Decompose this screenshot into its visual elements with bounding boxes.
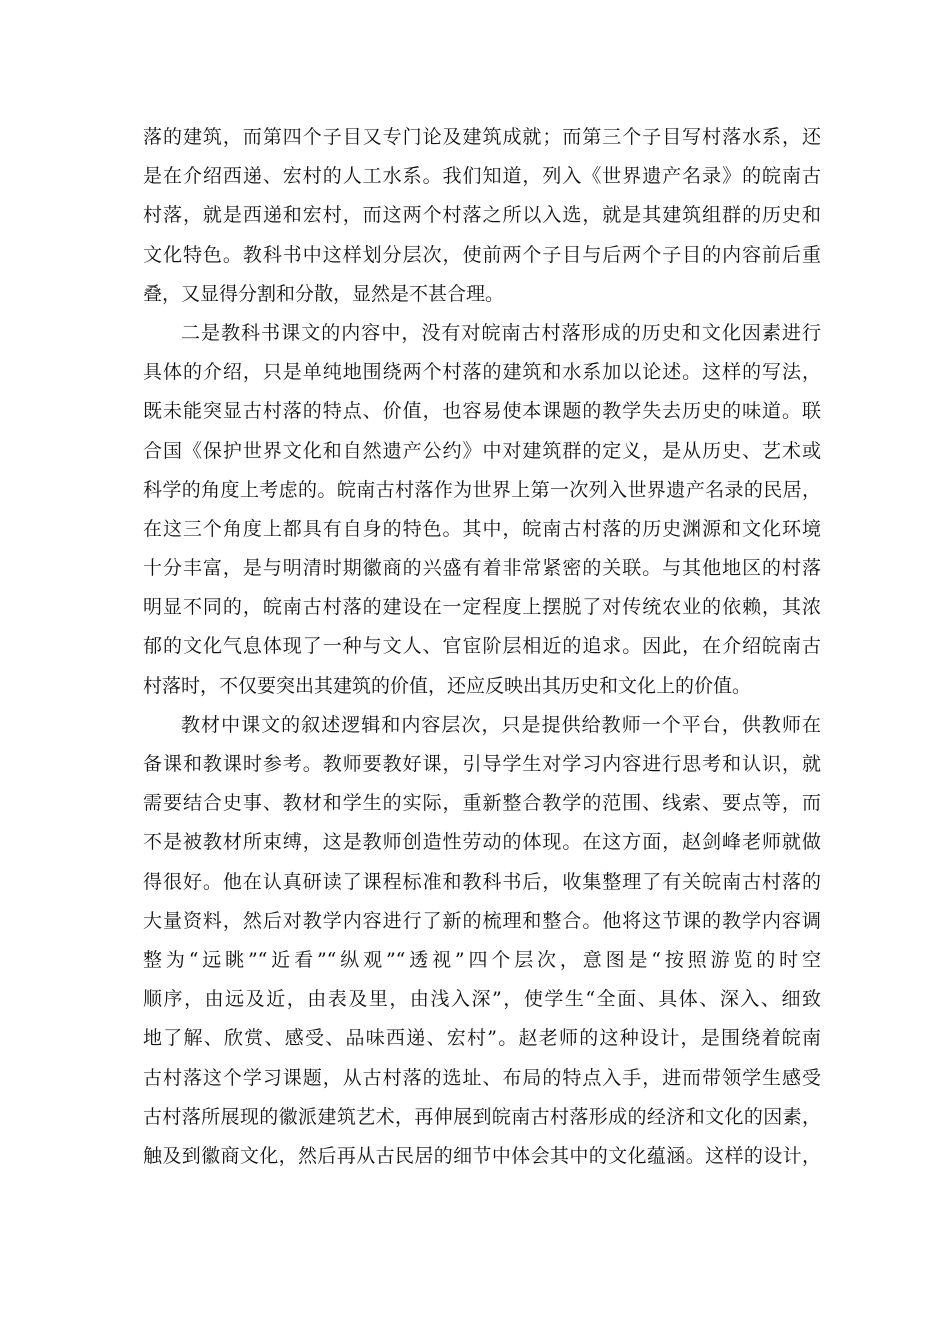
text-line: 十分丰富，是与明清时期徽商的兴盛有着非常紧密的关联。与其他地区的村落 bbox=[143, 557, 821, 580]
text-line: 在这三个角度上都具有自身的特色。其中，皖南古村落的历史渊源和文化环境 bbox=[143, 517, 821, 540]
text-line: 文化特色。教科书中这样划分层次，使前两个子目与后两个子目的内容前后重 bbox=[143, 243, 821, 266]
text-line: 落的建筑，而第四个子目又专门论及建筑成就；而第三个子目写村落水系，还 bbox=[143, 126, 821, 148]
text-line: 是在介绍西递、宏村的人工水系。我们知道，列入《世界遗产名录》的皖南古 bbox=[143, 165, 821, 188]
text-line: 科学的角度上考虑的。皖南古村落作为世界上第一次列入世界遗产名录的民居， bbox=[143, 478, 821, 501]
text-line: 古村落所展现的徽派建筑艺术，再伸展到皖南古村落形成的经济和文化的因素， bbox=[143, 1105, 821, 1128]
text-line: 村落时，不仅要突出其建筑的价值，还应反映出其历史和文化上的价值。 bbox=[143, 674, 752, 697]
text-line: 备课和教课时参考。教师要教好课，引导学生对学习内容进行思考和认识，就 bbox=[143, 753, 821, 775]
text-line: 得很好。他在认真研读了课程标准和教科书后，收集整理了有关皖南古村落的 bbox=[143, 870, 821, 893]
text-line: 合国《保护世界文化和自然遗产公约》中对建筑群的定义，是从历史、艺术或 bbox=[143, 439, 821, 462]
text-line: 村落，就是西递和宏村，而这两个村落之所以入选，就是其建筑组群的历史和 bbox=[143, 204, 821, 227]
text-line: 需要结合史事、教材和学生的实际，重新整合教学的范围、线索、要点等，而 bbox=[143, 792, 821, 815]
text-line: 不是被教材所束缚，这是教师创造性劳动的体现。在这方面，赵剑峰老师就做 bbox=[143, 831, 821, 854]
text-line: 地了解、欣赏、感受、品味西递、宏村”。赵老师的这种设计，是围绕着皖南 bbox=[143, 1027, 821, 1050]
body-text bbox=[143, 118, 821, 1176]
text-line: 叠，又显得分割和分散，显然是不甚合理。 bbox=[143, 282, 505, 305]
text-line: 顺序，由远及近，由表及里，由浅入深”，使学生“全面、具体、深入、细致 bbox=[143, 988, 821, 1011]
text-line: 整为“远眺”“近看”“纵观”“透视”四个层次，意图是“按照游览的时空 bbox=[143, 948, 821, 971]
text-line: 具体的介绍，只是单纯地围绕两个村落的建筑和水系加以论述。这样的写法， bbox=[143, 361, 821, 384]
text-line: 明显不同的，皖南古村落的建设在一定程度上摆脱了对传统农业的依赖，其浓 bbox=[143, 596, 821, 619]
paragraph-first-line: 二是教科书课文的内容中，没有对皖南古村落形成的历史和文化因素进行 bbox=[181, 321, 821, 344]
text-line: 古村落这个学习课题，从古村落的选址、布局的特点入手，进而带领学生感受 bbox=[143, 1066, 821, 1089]
text-line: 郁的文化气息体现了一种与文人、官宦阶层相近的追求。因此，在介绍皖南古 bbox=[143, 635, 821, 658]
text-line: 既未能突显古村落的特点、价值，也容易使本课题的教学失去历史的味道。联 bbox=[143, 400, 821, 423]
text-line: 大量资料，然后对教学内容进行了新的梳理和整合。他将这节课的教学内容调 bbox=[143, 909, 821, 932]
text-line: 触及到徽商文化，然后再从古民居的细节中体会其中的文化蕴涵。这样的设计， bbox=[143, 1144, 821, 1167]
paragraph-first-line: 教材中课文的叙述逻辑和内容层次，只是提供给教师一个平台，供教师在 bbox=[181, 713, 821, 736]
